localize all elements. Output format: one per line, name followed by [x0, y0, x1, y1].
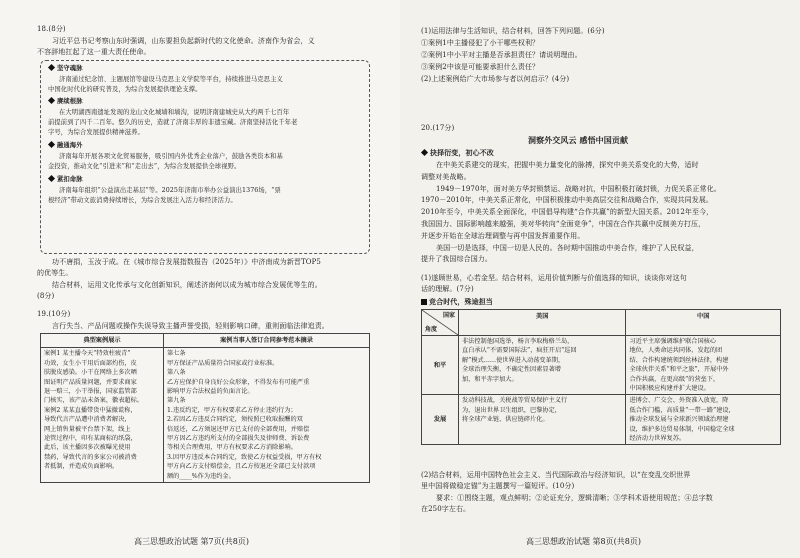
cn-line: 习近平主席强调维护联合国核心	[629, 338, 717, 345]
box-text: 根经济”带动文旅消费持续增长，为综合发展注入活力和经济活力。	[48, 197, 237, 204]
comparison-table	[421, 309, 781, 445]
us-line: 直白承认“不需要国际法”，疯狂开启“巡回	[462, 347, 577, 355]
part1-line: 2010年至今，中美关系全面深化，中国倡导构建“合作共赢”的新型大国关系。2012年至今，	[421, 208, 714, 217]
diamond-bullet-icon	[48, 174, 55, 181]
page-footer: 高三思想政治试题 第7页(共8页)	[134, 537, 249, 546]
q18-score: (8分)	[37, 292, 55, 300]
table-header-us: 美国	[459, 310, 626, 336]
case-line: 导致代言产品遭中消费者解决，	[44, 416, 131, 424]
q18-intro-line-2: 不容辞地扛起了这一重大责任使命。	[37, 48, 151, 56]
us-line: 为，退出世界卫生组织，巴黎协定，	[462, 406, 561, 414]
part1-line: 调整对美战略。	[421, 172, 471, 181]
box-text: 字号，为综合发展提供精神滋养。	[48, 129, 144, 136]
part1-line: 美国一切是选择，中国一切是人民的。各时期中国推动中美合作，维护了人民权益，	[436, 243, 699, 252]
q18-after-line-1: 功不唐捐，玉汝于成。在《城市综合发展指数报告（2025年）》中济南成为新晋TOP5	[52, 258, 321, 266]
q20-2-line: 里中国将做稳定锚”为主题撰写一篇短评。(10分)	[421, 482, 575, 490]
us-line: 全球治理失衡，不确定性因素显著增	[462, 366, 561, 374]
box-heading-4: 紧扣命脉	[48, 175, 83, 185]
box-heading-1: 坚守魂脉	[48, 64, 83, 74]
us-line: 非法控制他国选举，杨言李取梅格兰岛，	[462, 338, 574, 345]
contract-line: 第八条	[167, 369, 186, 377]
box-heading-2: 赓续根脉	[48, 97, 83, 107]
us-line: 加，和平赤字加大。	[462, 375, 518, 383]
contract-line: 影响甲方合法权益的负面言论。	[167, 388, 254, 396]
diamond-bullet-icon	[48, 96, 55, 103]
box-text: 在大明湖西南遗址发现的龙山文化城墙和墙沟，说明济南建城史从大约两千七百年	[59, 109, 290, 116]
cn-line: 全球伙伴关系“和平之旅”，开展中外	[629, 366, 729, 374]
q19-intro: 言行失当、产品问题或操作失误导致主播声誉受损，轻则影响口碑，重则面临法律追责。	[52, 322, 329, 330]
us-line: 发动科技战，关税战等贸易保护主义行	[462, 397, 568, 405]
page-8	[400, 0, 800, 558]
cn-line: 进博会、广交会、外资准入放宽，降	[629, 397, 729, 405]
table-header: 典型案例展示	[41, 334, 164, 348]
q19-sub: (2)上述案例给广大市场参与者以何启示？(4分)	[421, 75, 570, 83]
q18-intro-line-1: 习近平总书记考察山东时强调，山东要担负起新时代的文化使命。济南作为省会，义	[52, 37, 315, 45]
cn-line: 经济动力世界复苏。	[629, 435, 686, 443]
case-line: 者抵制，并造成负面影响。	[44, 463, 119, 471]
cn-line: 低合作门槛，高质量“一带一路”建设，	[629, 406, 735, 414]
box-text: 金投资，推动文化“引进来”和“走出去”，为综合发展提供全球视野。	[48, 163, 241, 170]
q19-sub: ③案例2中该是可能要承担什么责任？	[421, 63, 540, 71]
box-text: 前提前到了四千二百年。悠久的历史，造就了济南丰厚的非遗宝藏。济南坚持活化千年老	[48, 119, 298, 126]
part2-title: 竞合时代，殊途担当	[421, 297, 493, 307]
cn-line: 结、合作构建统领到丝林法律，构建	[629, 356, 729, 364]
q19-number: 19.(10分)	[37, 310, 71, 318]
part1-title: 抉择衍变，初心不改	[421, 148, 494, 158]
contract-line: 第七条	[167, 350, 186, 358]
cn-line: 合作共赢，在更高级“的营垒下，	[629, 375, 720, 383]
contract-line: 甲方向乙方支付赔偿金，且乙方按退还全部已支付款项	[167, 463, 316, 471]
q18-number: 18.(8分)	[37, 25, 66, 33]
row-label: 发展	[422, 395, 459, 445]
contract-line: 甲方因乙方违约所支付的全部损失及律师费、诉讼费	[167, 435, 310, 443]
part1-line: 在中美关系建交的现实，把握中美力量变化的脉搏，探究中美关系变化的大势，适时	[436, 161, 699, 169]
q20-1-line: (1)遂顾世易，心若金坚。结合材料，运用价值判断与价值选择的知识，谈谈你对这句	[421, 274, 687, 282]
q19-sub: ①案例1中主播侵犯了小干哪些权利？	[421, 39, 540, 47]
case-line: 图证明产品质量问题，并要求商家	[44, 378, 137, 386]
page-footer: 高三思想政治试题 第8页(共8页)	[526, 537, 641, 546]
case-line: 此后，该主播因多次被曝光使用	[44, 444, 131, 452]
corner-top-label: 国家	[442, 312, 455, 319]
q19-sub: (1)运用法律与生活知识，结合材料，回答下列问题。(6分)	[421, 27, 605, 35]
contract-line: 额的____%作为违约金。	[167, 472, 235, 480]
box-text: 中国化时代化的研究普及，为综合发展提供理论支撑。	[48, 86, 202, 93]
cn-cell	[626, 336, 781, 395]
us-line: 将全球产业链、供应链碎片化。	[462, 416, 549, 424]
case-line: 禁药，导致代言的多家公司被消费	[44, 453, 137, 461]
us-cell	[459, 395, 626, 445]
contract-line: 甲方保证产品质量符合国家或行业标准。	[167, 359, 279, 367]
box-text: 济南每年开展各项文化贸易服务，吸引国内外优秀企业落户，鼓励各类资本和基	[59, 153, 283, 160]
contract-line: 等相关合理费用，甲方有权要求乙方消除影响。	[167, 444, 297, 452]
us-line: 解”模式……使世界进入动荡变革期，	[462, 356, 565, 364]
diamond-bullet-icon	[421, 148, 428, 155]
q20-title: 洞察外交风云 感悟中国贡献	[528, 135, 629, 145]
case-cell	[41, 348, 164, 483]
row-label: 和平	[422, 336, 459, 395]
case-line: 途管过程中，印有某商标的纸袋，	[44, 435, 137, 443]
q20-2-line: 要求：①围绕主题，观点鲜明；②论证充分，逻辑清晰；③学科术语使用规范；④总字数	[436, 494, 713, 502]
corner-bottom-label: 角度	[425, 325, 438, 333]
box-heading-3: 融通海外	[48, 141, 83, 151]
q19-sub: ②案例1中小平对主播是否承担责任？请说明理由。	[421, 51, 582, 59]
part1-line: 我国国力、国际影响越来越强，美对华转向“全面竞争”，中国在合作共赢中反制美方打压，	[421, 220, 706, 228]
diamond-bullet-icon	[48, 140, 55, 147]
contract-line: 倍返还，乙方须退还甲方已支付的全部费用，并赔偿	[167, 425, 310, 433]
q20-1-line: 话的理解。(7分)	[421, 285, 474, 293]
q20-2-line: 在250字左右。	[421, 505, 471, 513]
contract-line: 第九条	[167, 397, 186, 405]
q18-question: 结合材料，运用文化传承与文化创新知识，阐述济南何以成为城市综合发展优等生的。	[52, 281, 322, 289]
case-line: 案例1 某主播今天“特效柱疲青”	[44, 350, 131, 358]
contract-line: 3.因甲方违反本合同约定，致使乙方权益受损，甲方有权	[167, 453, 322, 461]
part1-line: 1970－2010年，中美关系正常化，中国积极推动中美高层交往和战略合作，实现共同发展。	[421, 196, 714, 205]
contract-line: 1.违反约定，甲方有权要求乙方停止违约行为；	[167, 406, 297, 414]
q20-number: 20.(17分)	[421, 124, 455, 132]
case-line: 肤脱皮感染。小干在网络上多次晒	[44, 369, 137, 377]
part1-line: 1949－1970年，面对美方华封锁禁运、战略对抗，中国积极打破封锁，力促关系正常化。	[436, 184, 721, 193]
cn-line: 推动全球发展与全球新兴领域治理建	[629, 416, 729, 424]
q18-after-line-2: 的优等生。	[37, 269, 73, 277]
table-header-cn: 中国	[626, 310, 781, 336]
cn-line: 地位，人类命运共同体，发起的团	[629, 347, 723, 355]
case-line: 功效，女生小干用后面部灼伤，皮	[44, 359, 137, 367]
box-text: 济南通过纪念馆、主题展馆等建设马克思主义学院等平台，持续推进马克思主义	[59, 76, 283, 83]
us-cell	[459, 336, 626, 395]
corner-cell	[422, 310, 459, 336]
cn-line: 设，维护多边贸易体制，中国稳定全球	[629, 425, 735, 433]
case-line: 门核实，该产品未备案，徽表超标。	[44, 397, 143, 405]
case-line: 退一赔三，小干举报，国家监管部	[44, 388, 137, 396]
contract-table	[40, 333, 370, 483]
contract-cell	[164, 348, 370, 483]
cn-cell	[626, 395, 781, 445]
contract-line: 乙方应保护自身良好公众形象，不得发布有可能严重	[167, 378, 310, 386]
table-header: 案例当事人签订合同参考范本摘录	[164, 334, 370, 348]
case-line: 案例2 某某直播带货中猛撤谎称，	[44, 406, 137, 414]
contract-line: 2.若因乙方违反合同约定，须按照已收取报酬的双	[167, 416, 303, 424]
box-text: 济南每年组织“公益演出走基层”等。2025年济南市举办公益演出1376场，“票	[59, 187, 281, 194]
cn-line: 中国积极应构建并扩大建设。	[629, 385, 710, 393]
q20-2-line: (2)结合材料，运用中国特色社会主义、当代国际政治与经济知识，以“在变乱交织世界	[421, 471, 691, 479]
diamond-bullet-icon	[48, 63, 55, 70]
square-bullet-icon	[421, 299, 427, 305]
part1-line: 提升了我国综合国力。	[421, 255, 492, 264]
case-line: 网上销售量被平台禁下架，线上	[44, 425, 131, 433]
part1-line: 并逐步开始在全球治理调整与再中国发挥重要作用。	[421, 231, 585, 240]
